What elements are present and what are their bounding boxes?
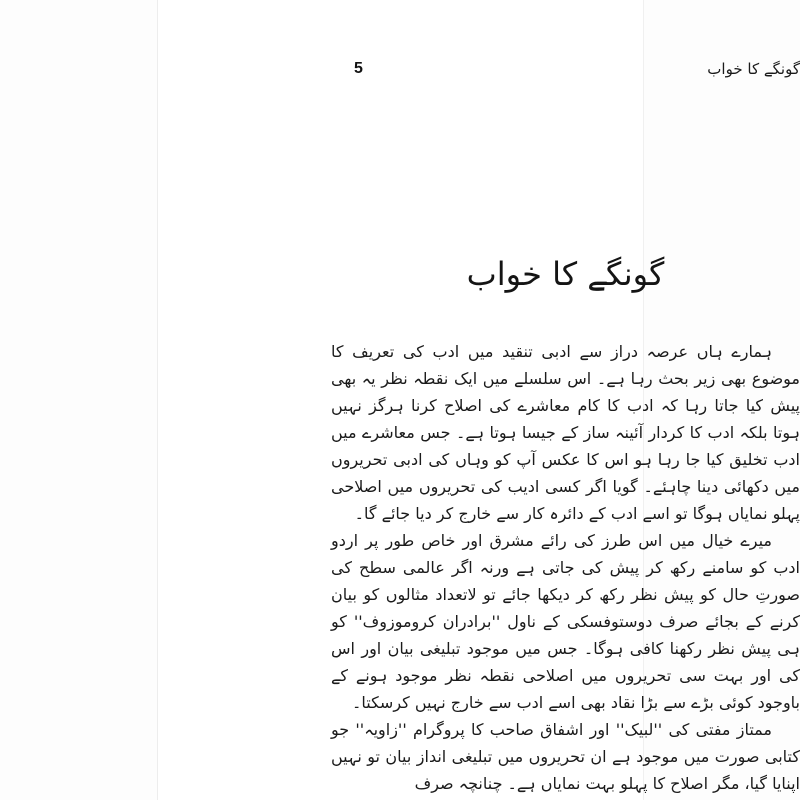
chapter-title: گونگے کا خواب: [466, 255, 665, 293]
page-number: 5: [354, 60, 363, 77]
book-page: [157, 0, 800, 800]
body-text: [331, 338, 800, 797]
paragraph-2: میرے خیال میں اس طرز کی رائے مشرق اور خاص طور پر اردو ادب کو سامنے رکھ کر پیش کی جاتی ہے ورنہ اگر عالمی سطح کی صورتِ حال کو پیش نظر رکھ کر دیکھا جائے تو لاتعداد مثالوں کو بیان کرنے کے بجائے صرف دوستوفسکی کے ناول ''برادران کروموزوف'' کو ہی پیش نظر رکھنا کافی ہوگا۔ جس میں موجود تبلیغی بیان اور اس کی اور بہت سی تحریروں میں اصلاحی نقطہ نظر موجود ہونے کے باوجود کوئی بڑے سے بڑا نقاد بھی اسے ادب سے خارج نہیں کرسکتا۔: [331, 531, 800, 712]
running-header-title: گونگے کا خواب: [707, 60, 800, 78]
paragraph-3: ممتاز مفتی کی ''لبیک'' اور اشفاق صاحب کا پروگرام ''زاویہ'' جو کتابی صورت میں موجود ہے ان تحریروں میں تبلیغی انداز بیان تو نہیں اپنایا گیا، مگر اصلاح کا پہلو بہت نمایاں ہے۔ چنانچہ صرف: [331, 720, 800, 793]
page-header: [331, 52, 800, 86]
paragraph-1: ہمارے ہاں عرصہ دراز سے ادبی تنقید میں ادب کی تعریف کا موضوع بھی زیر بحث رہا ہے۔ اس سلسلے میں ایک نقطہ نظر یہ بھی پیش کیا جاتا رہا کہ ادب کا کام معاشرے کی اصلاح کرنا ہرگز نہیں ہوتا بلکہ ادب کا کردار آئینہ ساز کے جیسا ہوتا ہے۔ جس معاشرے میں ادب تخلیق کیا جا رہا ہو اس کا عکس آپ کو وہاں کی ادبی تحریروں میں دکھائی دینا چاہئے۔ گویا اگر کسی ادیب کی تحریروں میں اصلاحی پہلو نمایاں ہوگا تو اسے ادب کے دائرہ کار سے خارج کر دیا جائے گا۔: [331, 342, 800, 523]
